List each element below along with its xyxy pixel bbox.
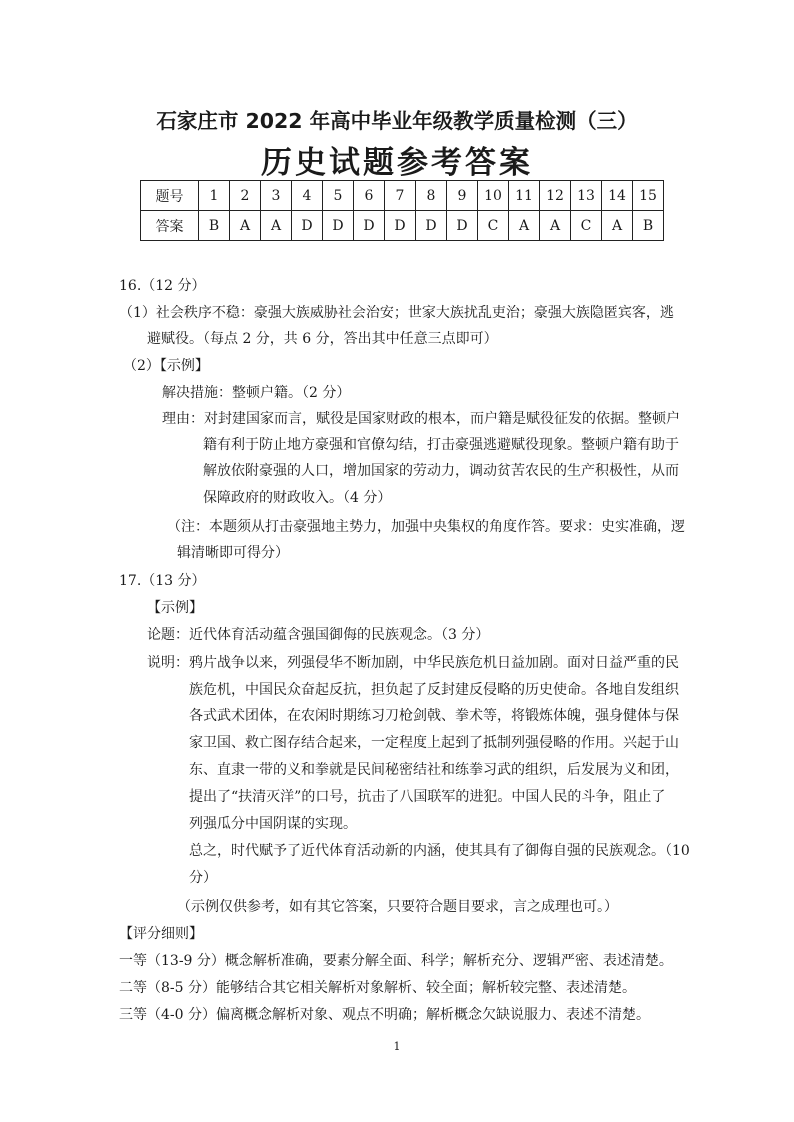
- q17-explain-line7: 列强瓜分中国阴谋的实现。: [189, 816, 357, 832]
- q16-reason-line1: 理由：对封建国家而言，赋役是国家财政的根本，而户籍是赋役征发的依据。整顿户: [162, 411, 680, 427]
- question-row-label: 题号: [141, 181, 199, 211]
- page-title: 石家庄市 2022 年高中毕业年级教学质量检测（三）: [156, 109, 638, 133]
- answer-cell: A: [509, 211, 540, 241]
- q16-reason-line2: 籍有利于防止地方豪强和官僚勾结，打击豪强逃避赋役现象。整顿户籍有助于: [203, 437, 679, 453]
- q17-example-label: 【示例】: [147, 600, 203, 616]
- q17-explain-line2: 族危机，中国民众奋起反抗，担负起了反封建反侵略的历史使命。各地自发组织: [189, 682, 679, 698]
- question-number: 4: [292, 181, 323, 211]
- answer-cell: D: [292, 211, 323, 241]
- answer-cell: C: [571, 211, 602, 241]
- grading-tier2: 二等（8-5 分）能够结合其它相关解析对象解析、较全面；解析较完整、表述清楚。: [119, 980, 636, 996]
- question-number: 10: [478, 181, 509, 211]
- question-number: 13: [571, 181, 602, 211]
- question-number: 2: [230, 181, 261, 211]
- q16-part1-line2: 避赋役。（每点 2 分，共 6 分，答出其中任意三点即可）: [147, 331, 498, 347]
- answer-cell: A: [230, 211, 261, 241]
- answer-cell: B: [199, 211, 230, 241]
- q17-summary-line1: 总之，时代赋予了近代体育活动新的内涵，使其具有了御侮自强的民族观念。（10: [189, 843, 690, 859]
- question-number: 11: [509, 181, 540, 211]
- answer-table: [140, 180, 664, 241]
- q17-explain-line3: 各式武术团体，在农闲时期练习刀枪剑戟、拳术等，将锻炼体魄，强身健体与保: [189, 708, 679, 724]
- q16-note-line1: （注：本题须从打击豪强地主势力，加强中央集权的角度作答。要求：史实准确，逻: [167, 519, 685, 535]
- question-number: 9: [447, 181, 478, 211]
- q17-thesis: 论题：近代体育活动蕴含强国御侮的民族观念。（3 分）: [147, 627, 490, 643]
- q17-explain-line1: 说明：鸦片战争以来，列强侵华不断加剧，中华民族危机日益加剧。面对日益严重的民: [147, 655, 679, 671]
- grading-tier3: 三等（4-0 分）偏离概念解析对象、观点不明确；解析概念欠缺说服力、表述不清楚。: [119, 1007, 650, 1023]
- page-number: 1: [393, 1040, 401, 1053]
- answer-row: [141, 211, 664, 241]
- question-number: 15: [633, 181, 664, 211]
- q17-explain-line4: 家卫国、救亡图存结合起来，一定程度上起到了抵制列强侵略的作用。兴起于山: [189, 735, 679, 751]
- answer-cell: D: [354, 211, 385, 241]
- answer-cell: D: [385, 211, 416, 241]
- q16-reason-line4: 保障政府的财政收入。（4 分）: [203, 490, 392, 506]
- question-number: 14: [602, 181, 633, 211]
- question-number: 5: [323, 181, 354, 211]
- question-number: 3: [261, 181, 292, 211]
- q17-reference-note: （示例仅供参考，如有其它答案，只要符合题目要求，言之成理也可。）: [177, 899, 618, 915]
- q16-reason-line3: 解放依附豪强的人口，增加国家的劳动力，调动贫苦农民的生产积极性，从而: [203, 463, 679, 479]
- grading-tier1: 一等（13-9 分）概念解析准确，要素分解全面、科学；解析充分、逻辑严密、表述清楚。: [119, 953, 673, 969]
- q17-summary-line2: 分）: [189, 870, 217, 886]
- question-number: 8: [416, 181, 447, 211]
- question-number: 7: [385, 181, 416, 211]
- page-subtitle: 历史试题参考答案: [261, 145, 533, 181]
- answer-cell: D: [416, 211, 447, 241]
- answer-cell: B: [633, 211, 664, 241]
- q17-explain-line5: 东、直隶一带的义和拳就是民间秘密结社和练拳习武的组织，后发展为义和团，: [189, 762, 679, 778]
- answer-cell: C: [478, 211, 509, 241]
- answer-cell: D: [323, 211, 354, 241]
- answer-cell: A: [602, 211, 633, 241]
- question-number: 1: [199, 181, 230, 211]
- q17-explain-line6: 提出了“扶清灭洋”的口号，抗击了八国联军的进犯。中国人民的斗争，阻止了: [189, 789, 666, 805]
- q16-part1-line1: （1）社会秩序不稳：豪强大族威胁社会治安；世家大族扰乱吏治；豪强大族隐匿宾客，逃: [119, 305, 674, 321]
- question-number: 12: [540, 181, 571, 211]
- q16-note-line2: 辑清晰即可得分）: [177, 545, 289, 561]
- q16-heading: 16.（12 分）: [119, 278, 206, 294]
- answer-cell: A: [261, 211, 292, 241]
- grading-label: 【评分细则】: [119, 926, 203, 942]
- answer-cell: A: [540, 211, 571, 241]
- question-number: 6: [354, 181, 385, 211]
- q17-heading: 17.（13 分）: [119, 573, 206, 589]
- answer-row-label: 答案: [141, 211, 199, 241]
- answer-cell: D: [447, 211, 478, 241]
- question-number-row: [141, 181, 664, 211]
- q16-part2-label: （2）【示例】: [123, 358, 209, 374]
- q16-measure: 解决措施：整顿户籍。（2 分）: [162, 385, 351, 401]
